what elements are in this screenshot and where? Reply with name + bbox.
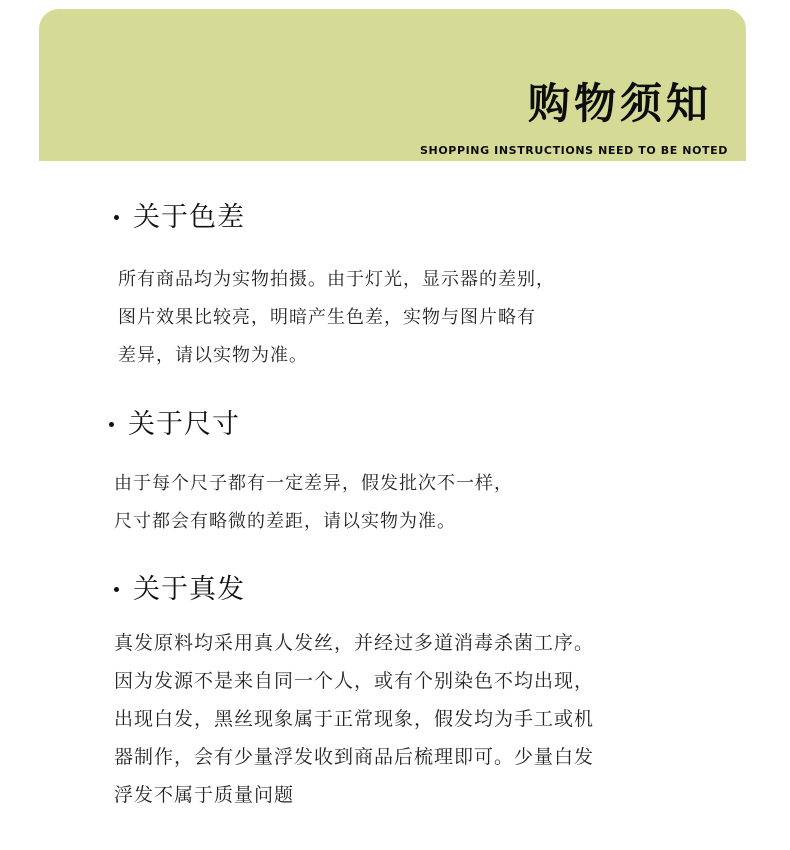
paragraph-line: 所有商品均为实物拍摄。由于灯光，显示器的差别， <box>118 269 555 290</box>
bullet-icon <box>109 422 114 427</box>
section-paragraph-color-difference <box>118 261 555 375</box>
section-heading-label: 关于真发 <box>133 574 245 605</box>
paragraph-line: 器制作，会有少量浮发收到商品后梳理即可。少量白发 <box>114 746 595 768</box>
paragraph-line: 因为发源不是来自同一个人，或有个别染色不均出现， <box>114 670 595 692</box>
paragraph-line: 由于每个尺子都有一定差异，假发批次不一样， <box>114 473 513 494</box>
section-heading-size <box>109 411 240 438</box>
section-heading-label: 关于尺寸 <box>128 409 240 440</box>
section-heading-label: 关于色差 <box>133 202 245 233</box>
section-paragraph-size <box>114 465 513 541</box>
paragraph-line: 出现白发，黑丝现象属于正常现象，假发均为手工或机 <box>114 708 595 730</box>
page-title: 购物须知 <box>527 79 712 128</box>
paragraph-line: 差异，请以实物为准。 <box>118 345 308 366</box>
bullet-icon <box>114 587 119 592</box>
header-banner <box>39 9 746 161</box>
paragraph-line: 真发原料均采用真人发丝，并经过多道消毒杀菌工序。 <box>114 632 595 654</box>
paragraph-line: 尺寸都会有略微的差距，请以实物为准。 <box>114 511 456 532</box>
paragraph-line: 图片效果比较亮，明暗产生色差，实物与图片略有 <box>118 307 536 328</box>
page-subtitle: SHOPPING INSTRUCTIONS NEED TO BE NOTED <box>420 144 728 157</box>
section-paragraph-real-hair <box>114 624 594 814</box>
bullet-icon <box>114 215 119 220</box>
section-heading-real-hair <box>114 576 245 603</box>
paragraph-line: 浮发不属于质量问题 <box>114 784 295 806</box>
section-heading-color-difference <box>114 204 245 231</box>
